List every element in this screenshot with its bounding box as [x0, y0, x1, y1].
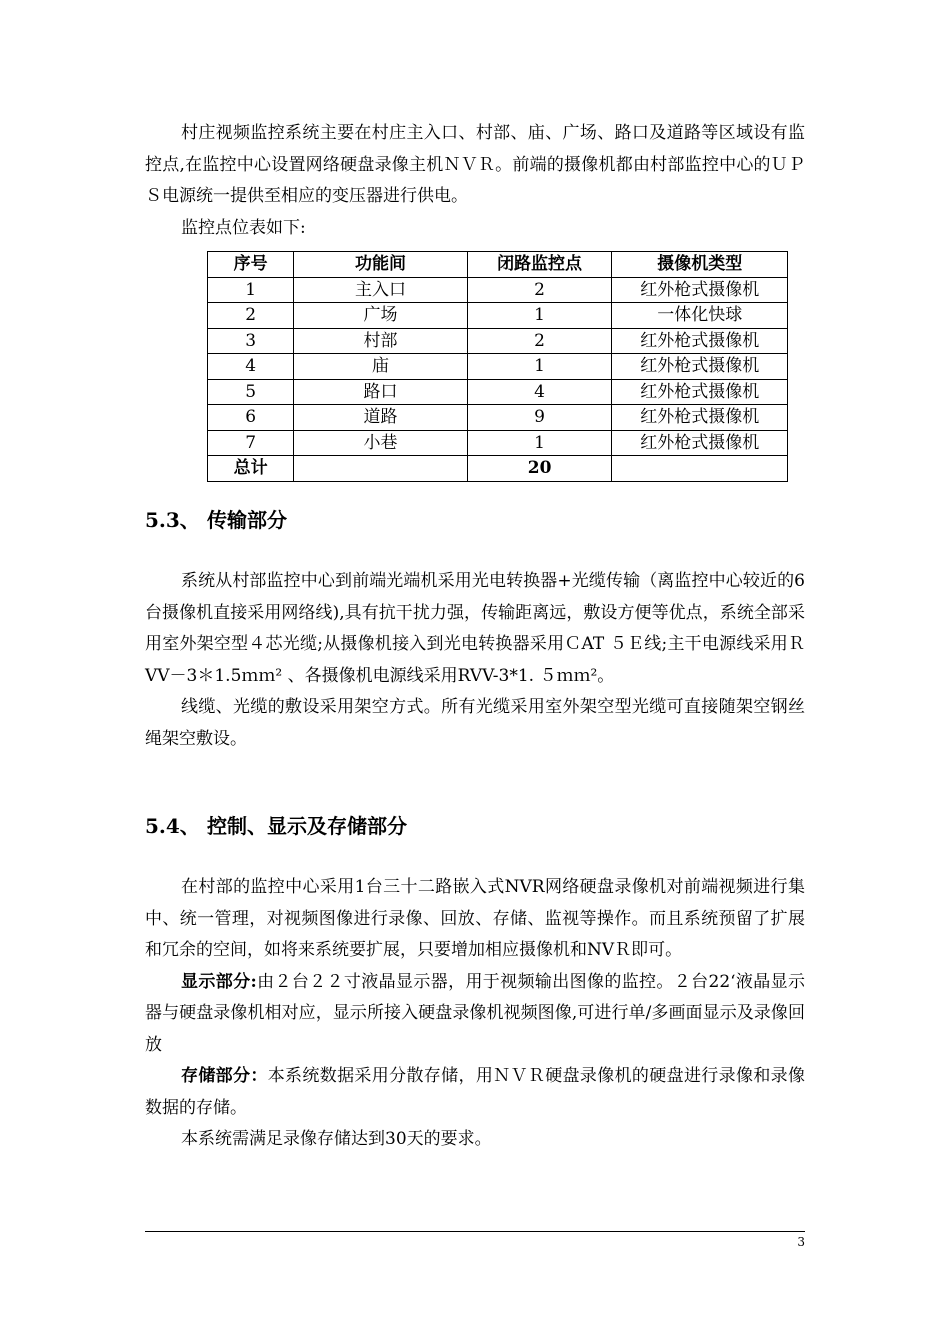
cell-index: 7 [208, 430, 294, 456]
cell-points: 2 [467, 277, 612, 303]
table-row [208, 379, 788, 405]
cell-location: 主入口 [294, 277, 467, 303]
cell-location: 路口 [294, 379, 467, 405]
cell-location: 庙 [294, 354, 467, 380]
cell-index: 4 [208, 354, 294, 380]
table-row [208, 430, 788, 456]
monitoring-points-table [207, 251, 788, 482]
cell-index: 6 [208, 405, 294, 431]
table-intro: 监控点位表如下: [181, 218, 306, 238]
section-5-3-body [145, 566, 805, 755]
intro-paragraph: 村庄视频监控系统主要在村庄主入口、村部、庙、广场、路口及道路等区域设有监控点,在监控中心设置网络硬盘录像主机ＮＶＲ。前端的摄像机都由村部监控中心的ＵＰＳ电源统一提供至相应的变压器进行供电。 [145, 123, 805, 206]
cell-index: 1 [208, 277, 294, 303]
cell-points: 1 [467, 354, 612, 380]
cell-camera-type: 一体化快球 [612, 303, 788, 329]
footer-divider [145, 1231, 805, 1232]
table-row [208, 354, 788, 380]
total-label: 总计 [208, 456, 294, 482]
cell-camera-type: 红外枪式摄像机 [612, 430, 788, 456]
cell-camera-type: 红外枪式摄像机 [612, 379, 788, 405]
storage-label: 存储部分： [181, 1066, 268, 1086]
cabling-paragraph: 线缆、光缆的敷设采用架空方式。所有光缆采用室外架空型光缆可直接随架空钢丝绳架空敷设。 [145, 697, 805, 749]
section-5-4-body [145, 872, 805, 1156]
cell-location: 广场 [294, 303, 467, 329]
display-paragraph [145, 967, 805, 1062]
section-heading-5-4 [145, 812, 407, 840]
header-camera-type: 摄像机类型 [612, 252, 788, 278]
storage-text: 本系统数据采用分散存储，用ＮＶＲ硬盘录像机的硬盘进行录像和录像数据的存储。 [145, 1066, 806, 1118]
total-points: 20 [467, 456, 612, 482]
cell-index: 3 [208, 328, 294, 354]
requirement-paragraph: 本系统需满足录像存储达到30天的要求。 [181, 1129, 492, 1149]
page-number: 3 [797, 1235, 805, 1249]
cell-points: 4 [467, 379, 612, 405]
header-points: 闭路监控点 [467, 252, 612, 278]
control-paragraph: 在村部的监控中心采用1台三十二路嵌入式NVR网络硬盘录像机对前端视频进行集中、统一管理，对视频图像进行录像、回放、存储、监视等操作。而且系统预留了扩展和冗余的空间，如将来系统要扩展，只要增加相应摄像机和NVＲ即可。 [145, 877, 805, 960]
cell-points: 2 [467, 328, 612, 354]
header-index: 序号 [208, 252, 294, 278]
table-row [208, 405, 788, 431]
cell-camera-type: 红外枪式摄像机 [612, 354, 788, 380]
cell-camera-type: 红外枪式摄像机 [612, 277, 788, 303]
table-total-row [208, 456, 788, 482]
section-heading-5-3 [145, 506, 287, 534]
section-number: 5.3、 [145, 508, 200, 532]
section-number: 5.4、 [145, 814, 200, 838]
table-header-row [208, 252, 788, 278]
cell-points: 1 [467, 303, 612, 329]
total-location [294, 456, 467, 482]
total-camera-type [612, 456, 788, 482]
cell-points: 1 [467, 430, 612, 456]
display-label: 显示部分: [181, 971, 257, 992]
table-row [208, 328, 788, 354]
section-title: 控制、显示及存储部分 [207, 814, 407, 838]
cell-location: 小巷 [294, 430, 467, 456]
cell-points: 9 [467, 405, 612, 431]
table-row [208, 303, 788, 329]
cell-index: 2 [208, 303, 294, 329]
cell-camera-type: 红外枪式摄像机 [612, 328, 788, 354]
section-title: 传输部分 [207, 508, 287, 532]
table-row [208, 277, 788, 303]
transmission-paragraph: 系统从村部监控中心到前端光端机采用光电转换器+光缆传输（离监控中心较近的6台摄像机直接采用网络线),具有抗干扰力强，传输距离远，敷设方便等优点，系统全部采用室外架空型４芯光缆;从摄像机接入到光电转换器采用ＣAT ５Ｅ线;主干电源线采用ＲVV－3＊1.5ｍｍ² 、各摄像机电源线采用RVV-3*1. ５ｍｍ²。 [145, 571, 805, 686]
header-location: 功能间 [294, 252, 467, 278]
storage-paragraph [145, 1061, 805, 1124]
cell-location: 道路 [294, 405, 467, 431]
display-text: 由２台２２寸液晶显示器，用于视频输出图像的监控。２台22‘液晶显示器与硬盘录像机相对应，显示所接入硬盘录像机视频图像,可进行单/多画面显示及录像回放 [145, 971, 805, 1055]
cell-camera-type: 红外枪式摄像机 [612, 405, 788, 431]
cell-location: 村部 [294, 328, 467, 354]
cell-index: 5 [208, 379, 294, 405]
